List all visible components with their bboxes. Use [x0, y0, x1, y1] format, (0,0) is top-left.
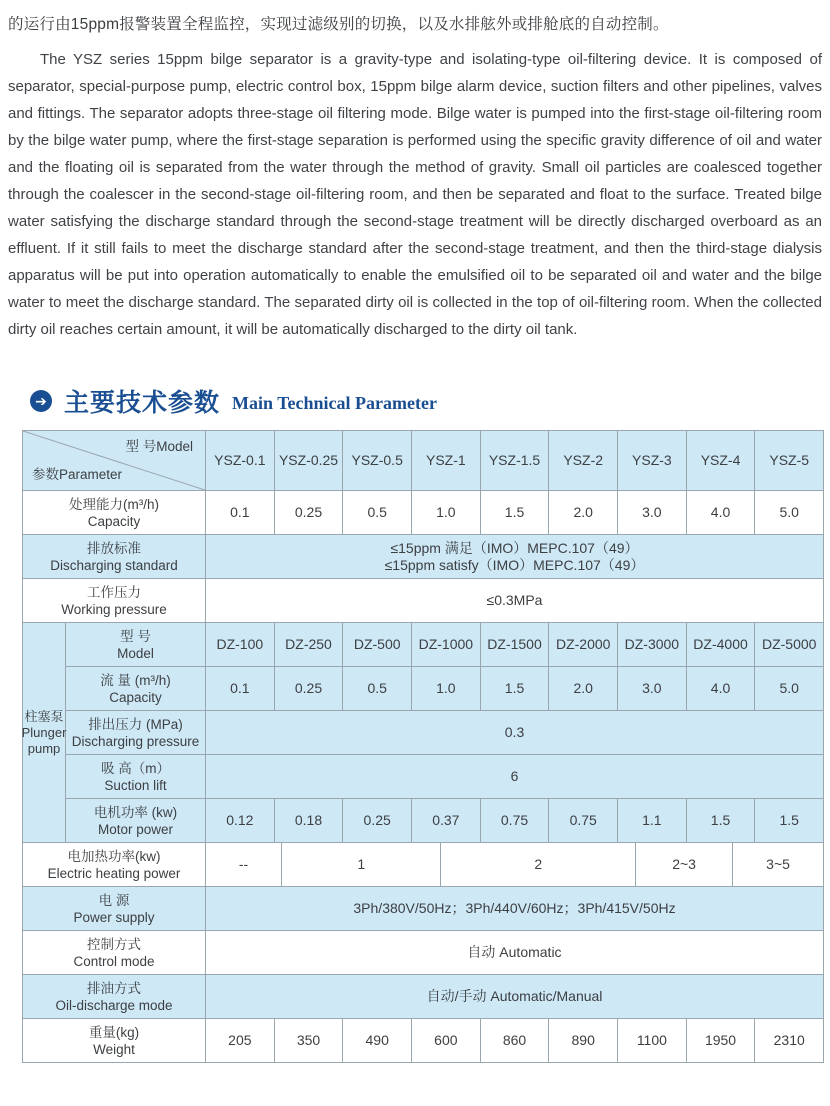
table-cell: DZ-1500: [481, 623, 550, 667]
table-cell: 0.12: [206, 799, 275, 843]
table-cell: DZ-5000: [755, 623, 824, 667]
merged-cell: [206, 887, 824, 931]
table-cell: 0.5: [343, 667, 412, 711]
merged-cell: [206, 755, 824, 799]
group-label-line: Plunger: [21, 724, 67, 740]
row-label-cell: [23, 535, 206, 579]
table-cell: 4.0: [687, 667, 756, 711]
row-label-zh: 电加热功率(kw): [67, 848, 161, 864]
table-row: [23, 931, 824, 975]
group-rows: [66, 623, 824, 843]
table-cell: 1.1: [618, 799, 687, 843]
table-row: [23, 535, 824, 579]
table-row: [23, 843, 824, 887]
model-header-cell: YSZ-0.25: [275, 431, 344, 491]
merged-line: ≤15ppm satisfy（IMO）MEPC.107（49）: [384, 556, 645, 573]
row-label-en: Discharging pressure: [71, 733, 200, 749]
table-cell: 860: [481, 1019, 550, 1063]
merged-line: ≤0.3MPa: [486, 592, 543, 608]
table-cell: DZ-2000: [549, 623, 618, 667]
merged-line: 6: [510, 768, 519, 784]
intro-paragraph-en: The YSZ series 15ppm bilge separator is a gravity-type and isolating-type oil-filtering device. It is composed of separator, special-purpose pump, electric control box, 15ppm bilge alarm device, suction filters and other pipelines, valves and fittings. The separator adopts three-stage oil filtering mode. Bilge water is pumped into the first-stage oil-filtering room by the bilge water pump, where the first-stage separation is performed using the specific gravity difference of oil and water and the floating oil is separated from the water through the method of gravity. Small oil particles are coalesced together through the coalescer in the second-stage oil-filtering room, and then be separated and float to the surface. Treated bilge water satisfying the discharge standard through the second-stage treatment will be directly discharged overboard as an effluent. If it still fails to meet the discharge standard after the second-stage treatment, and then the third-stage dialysis apparatus will be put into operation automatically to enable the emulsified oil to be separated oil and water and the bilge water to meet the discharge standard. The separated dirty oil is collected in the top of oil-filtering room. When the collected dirty oil reaches certain amount, it will be automatically discharged to the dirty oil tank.: [8, 51, 822, 338]
row-label-cell: [66, 799, 206, 843]
row-label-cell: [66, 667, 206, 711]
row-label-en: Working pressure: [61, 601, 167, 617]
row-label-zh: 排油方式: [87, 980, 141, 996]
row-label-zh: 电 源: [98, 892, 130, 908]
arrow-right-circle-icon: ➔: [30, 390, 52, 412]
model-header-cell: YSZ-5: [755, 431, 824, 491]
table-row: [23, 491, 824, 535]
table-cell: 0.25: [275, 667, 344, 711]
table-cell: 890: [549, 1019, 618, 1063]
table-cell: 1100: [618, 1019, 687, 1063]
row-label-en: Weight: [93, 1041, 135, 1057]
row-label-en: Motor power: [97, 821, 174, 837]
table-cell: 0.75: [481, 799, 550, 843]
row-label-en: Control mode: [73, 953, 155, 969]
row-cells: [206, 799, 824, 843]
model-header-cell: YSZ-2: [549, 431, 618, 491]
table-cell: 2.0: [549, 491, 618, 535]
row-label-cell: [66, 711, 206, 755]
table-cell: 4.0: [687, 491, 756, 535]
row-label-en: Power supply: [73, 909, 155, 925]
merged-cell: [206, 579, 824, 623]
table-cell: 0.1: [206, 491, 275, 535]
table-row: [66, 711, 824, 755]
row-label-cell: [66, 755, 206, 799]
table-cell: --: [206, 843, 282, 887]
merged-cell: [206, 711, 824, 755]
table-cell: 3~5: [733, 843, 824, 887]
table-cell: DZ-250: [275, 623, 344, 667]
row-label-zh: 重量(kg): [88, 1024, 140, 1040]
table-cell: DZ-3000: [618, 623, 687, 667]
technical-parameter-table: [22, 430, 824, 1063]
row-label-cell: [23, 975, 206, 1019]
row-label-zh: 流 量 (m³/h): [100, 672, 171, 688]
row-label-zh: 工作压力: [87, 584, 141, 600]
table-cell: 0.18: [275, 799, 344, 843]
row-cells: [206, 623, 824, 667]
row-label-zh: 处理能力(m³/h): [69, 496, 159, 512]
merged-line: 自动/手动 Automatic/Manual: [426, 988, 603, 1004]
model-header-cell: YSZ-1.5: [481, 431, 550, 491]
row-cells: [206, 843, 824, 887]
header-cells: [206, 431, 824, 491]
table-cell: 1.5: [481, 491, 550, 535]
table-cell: 2310: [755, 1019, 824, 1063]
corner-label-model: 型 号Model: [125, 439, 193, 454]
row-label-zh: 排放标准: [87, 540, 141, 556]
table-cell: 350: [275, 1019, 344, 1063]
intro-line-zh: 的运行由15ppm报警装置全程监控，实现过滤级别的切换，以及水排舷外或排舱底的自动控制。: [8, 16, 669, 33]
table-cell: 1950: [687, 1019, 756, 1063]
table-row: [66, 623, 824, 667]
group-label-cell: [23, 623, 66, 843]
row-label-cell: [23, 887, 206, 931]
table-row: [23, 579, 824, 623]
section-header: [30, 383, 822, 419]
row-cells: [206, 667, 824, 711]
row-label-zh: 电机功率 (kw): [93, 804, 178, 820]
table-cell: DZ-4000: [687, 623, 756, 667]
model-header-cell: YSZ-1: [412, 431, 481, 491]
row-label-cell: [66, 623, 206, 667]
model-header-cell: YSZ-4: [687, 431, 756, 491]
table-cell: 1.5: [755, 799, 824, 843]
row-label-zh: 排出压力 (MPa): [88, 716, 183, 732]
table-cell: 0.25: [343, 799, 412, 843]
section-title-en: Main Technical Parameter: [232, 392, 437, 413]
row-label-cell: [23, 931, 206, 975]
merged-cell: [206, 535, 824, 579]
row-label-en: Capacity: [109, 689, 162, 705]
row-label-cell: [23, 1019, 206, 1063]
row-label-en: Model: [117, 645, 154, 661]
table-cell: 2.0: [549, 667, 618, 711]
table-cell: 0.1: [206, 667, 275, 711]
table-cell: DZ-500: [343, 623, 412, 667]
merged-line: ≤15ppm 满足（IMO）MEPC.107（49）: [390, 539, 639, 556]
row-label-cell: [23, 843, 206, 887]
corner-label-parameter: 参数Parameter: [32, 467, 123, 482]
table-row: [23, 975, 824, 1019]
table-cell: 0.37: [412, 799, 481, 843]
row-label-zh: 控制方式: [87, 936, 141, 952]
merged-line: 0.3: [504, 724, 525, 740]
table-row: [23, 1019, 824, 1063]
table-cell: DZ-1000: [412, 623, 481, 667]
table-cell: DZ-100: [206, 623, 275, 667]
table-cell: 0.5: [343, 491, 412, 535]
table-cell: 1.0: [412, 491, 481, 535]
group-label-line: 柱塞泵: [24, 708, 64, 724]
merged-cell: [206, 931, 824, 975]
row-label-en: Oil-discharge mode: [55, 997, 173, 1013]
table-cell: 2~3: [636, 843, 733, 887]
table-cell: 600: [412, 1019, 481, 1063]
row-label-en: Capacity: [87, 513, 141, 529]
table-cell: 3.0: [618, 491, 687, 535]
merged-line: 自动 Automatic: [467, 944, 562, 960]
row-cells: [206, 491, 824, 535]
table-cell: 490: [343, 1019, 412, 1063]
table-cell: 1.5: [687, 799, 756, 843]
table-cell: 1.0: [412, 667, 481, 711]
table-cell: 1: [282, 843, 441, 887]
table-cell: 1.5: [481, 667, 550, 711]
model-header-cell: YSZ-0.5: [343, 431, 412, 491]
merged-line: 3Ph/380V/50Hz；3Ph/440V/60Hz；3Ph/415V/50Hz: [353, 900, 676, 916]
row-label-en: Discharging standard: [50, 557, 178, 573]
corner-cell: [23, 431, 206, 491]
table-cell: 5.0: [755, 667, 824, 711]
model-header-cell: YSZ-3: [618, 431, 687, 491]
merged-cell: [206, 975, 824, 1019]
table-row: [23, 887, 824, 931]
table-cell: 0.25: [275, 491, 344, 535]
row-label-en: Suction lift: [104, 777, 167, 793]
table-cell: 5.0: [755, 491, 824, 535]
section-title-zh: 主要技术参数: [64, 389, 221, 417]
table-header-row: [23, 431, 824, 491]
plunger-pump-group: [23, 623, 824, 843]
row-label-zh: 吸 高（m）: [101, 760, 170, 776]
table-cell: 2: [441, 843, 636, 887]
table-cell: 0.75: [549, 799, 618, 843]
row-label-zh: 型 号: [120, 628, 151, 644]
row-label-cell: [23, 579, 206, 623]
table-row: [66, 755, 824, 799]
model-header-cell: YSZ-0.1: [206, 431, 275, 491]
table-row: [66, 667, 824, 711]
table-cell: 205: [206, 1019, 275, 1063]
table-row: [66, 799, 824, 843]
group-label-line: pump: [27, 740, 61, 756]
table-cell: 3.0: [618, 667, 687, 711]
row-cells: [206, 1019, 824, 1063]
row-label-cell: [23, 491, 206, 535]
row-label-en: Electric heating power: [47, 865, 181, 881]
